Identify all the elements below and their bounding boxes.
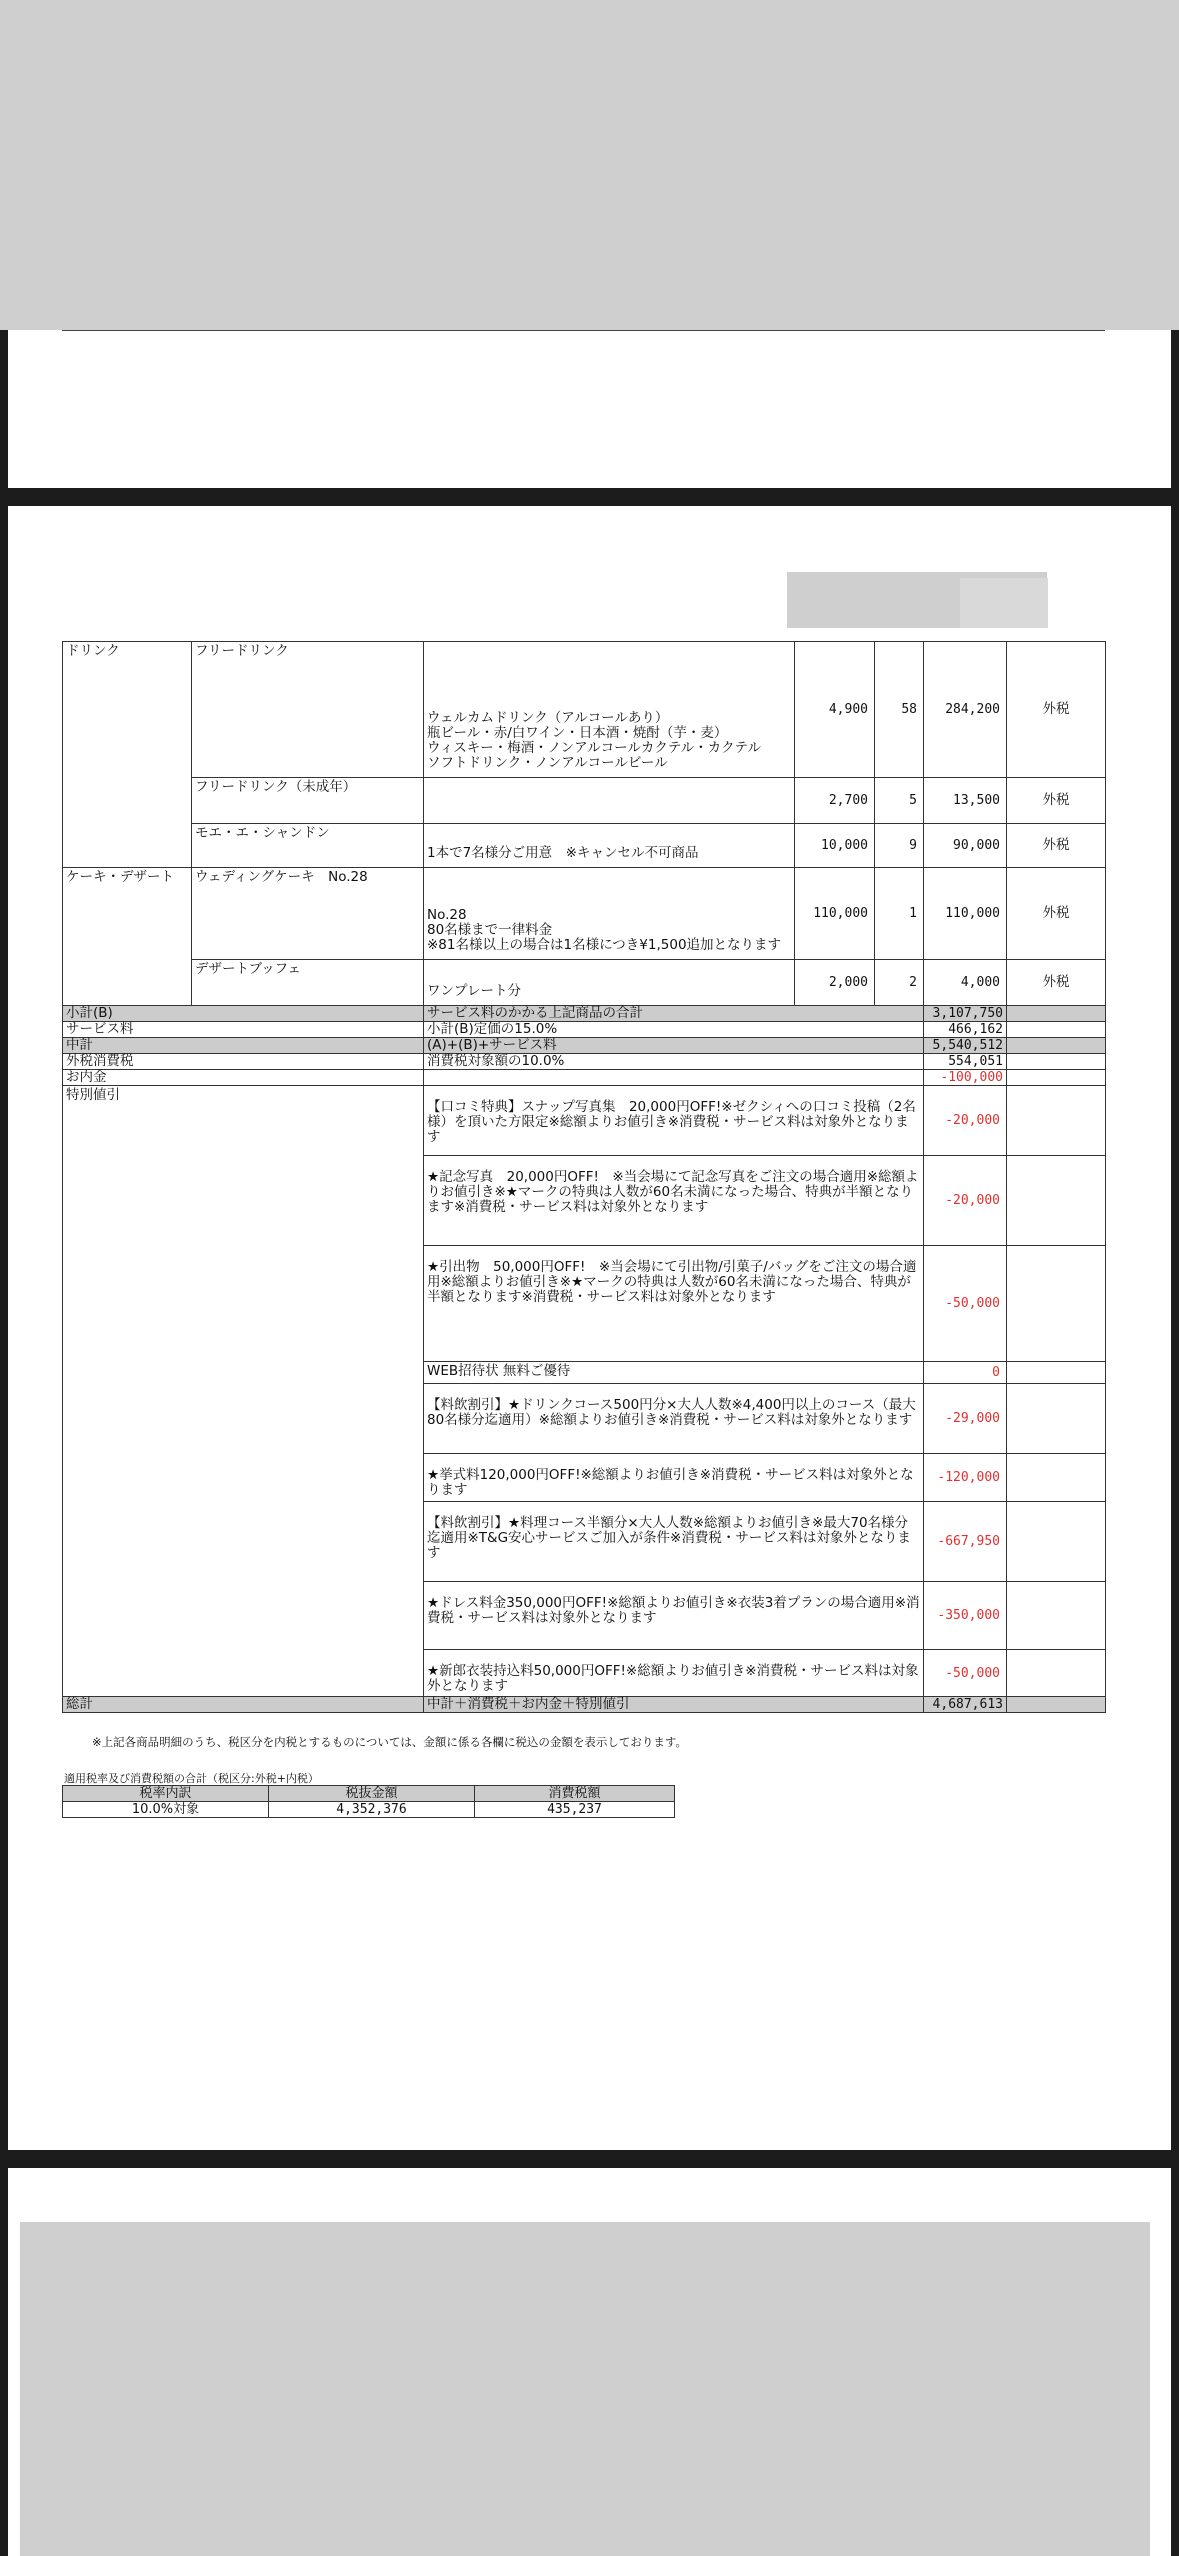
discount-label: 特別値引: [63, 1086, 424, 1697]
discount-amount: -350,000: [924, 1582, 1007, 1650]
total-blank: [1007, 1697, 1106, 1713]
summary-amount: 5,540,512: [924, 1038, 1007, 1054]
summary-blank: [1007, 1038, 1106, 1054]
item-amount: 90,000: [924, 824, 1007, 868]
discount-blank: [1007, 1384, 1106, 1454]
item-description-line: 1本で7名様分ご用意 ※キャンセル不可商品: [427, 845, 699, 861]
summary-label: サービス料: [63, 1022, 424, 1038]
tax-base-amount: 4,352,376: [269, 1802, 475, 1818]
summary-description: 消費税対象額の10.0%: [424, 1054, 924, 1070]
item-description-line: ウェルカムドリンク（アルコールあり）: [427, 710, 669, 726]
discount-description: 【口コミ特典】スナップ写真集 20,000円OFF!※ゼクシィへの口コミ投稿（2名様）を頂いた方限定※総額よりお値引き※消費税・サービス料は対象外となります: [424, 1086, 924, 1156]
summary-label: 小計(B): [63, 1006, 424, 1022]
table-bottom-border: [62, 330, 1105, 331]
summary-blank: [1007, 1006, 1106, 1022]
summary-row: [63, 1038, 1106, 1054]
summary-row: [63, 1070, 1106, 1086]
discount-amount: -20,000: [924, 1156, 1007, 1246]
summary-label: 外税消費税: [63, 1054, 424, 1070]
discount-blank: [1007, 1362, 1106, 1384]
discount-amount: -50,000: [924, 1650, 1007, 1697]
item-row: [63, 642, 1106, 778]
discount-description: 【料飲割引】★ドリンクコース500円分×大人人数※4,400円以上のコース（最大80名様分迄適用）※総額よりお値引き※消費税・サービス料は対象外となります: [424, 1384, 924, 1454]
item-description-line: 瓶ビール・赤/白ワイン・日本酒・焼酎（芋・麦）: [427, 725, 728, 741]
tax-amount: 435,237: [475, 1802, 675, 1818]
discount-blank: [1007, 1650, 1106, 1697]
item-quantity: 9: [875, 824, 924, 868]
estimate-table: [62, 641, 1106, 1713]
tax-header-tax: 消費税額: [475, 1786, 675, 1802]
discount-description: ★ドレス料金350,000円OFF!※総額よりお値引き※衣装3着プランの場合適用※消費税・サービス料は対象外となります: [424, 1582, 924, 1650]
total-label: 総計: [63, 1697, 424, 1713]
item-tax-type: 外税: [1007, 824, 1106, 868]
item-row: [63, 960, 1106, 1006]
item-description: [424, 960, 795, 1006]
item-name: デザートブッフェ: [192, 960, 424, 1006]
summary-amount: 466,162: [924, 1022, 1007, 1038]
summary-row: [63, 1006, 1106, 1022]
summary-blank: [1007, 1070, 1106, 1086]
tax-rate: 10.0%対象: [63, 1802, 269, 1818]
tax-header-rate: 税率内訳: [63, 1786, 269, 1802]
discount-row: [63, 1086, 1106, 1156]
summary-description: (A)+(B)+サービス料: [424, 1038, 924, 1054]
item-description-line: No.28: [427, 907, 467, 923]
item-name: フリードリンク（未成年）: [192, 778, 424, 824]
item-name: モエ・エ・シャンドン: [192, 824, 424, 868]
total-row: [63, 1697, 1106, 1713]
item-unit-price: 2,700: [795, 778, 875, 824]
item-amount: 4,000: [924, 960, 1007, 1006]
item-category: ドリンク: [63, 642, 192, 868]
discount-amount: -20,000: [924, 1086, 1007, 1156]
discount-amount: 0: [924, 1362, 1007, 1384]
discount-description: 【料飲割引】★料理コース半額分×大人人数※総額よりお値引き※最大70名様分迄適用※T&G安心サービスご加入が条件※消費税・サービス料は対象外となります: [424, 1502, 924, 1582]
item-description-line: ウィスキー・梅酒・ノンアルコールカクテル・カクテル: [427, 740, 761, 756]
item-description: [424, 642, 795, 778]
item-tax-type: 外税: [1007, 778, 1106, 824]
tax-header-row: [63, 1786, 675, 1802]
summary-description: サービス料のかかる上記商品の合計: [424, 1006, 924, 1022]
tax-caption: 適用税率及び消費税額の合計（税区分:外税+内税）: [64, 1772, 319, 1785]
summary-amount: 554,051: [924, 1054, 1007, 1070]
summary-description: 小計(B)定価の15.0%: [424, 1022, 924, 1038]
discount-description: WEB招待状 無料ご優待: [424, 1362, 924, 1384]
discount-amount: -29,000: [924, 1384, 1007, 1454]
discount-amount: -50,000: [924, 1246, 1007, 1362]
discount-description: ★挙式料120,000円OFF!※総額よりお値引き※消費税・サービス料は対象外となります: [424, 1454, 924, 1502]
item-amount: 13,500: [924, 778, 1007, 824]
item-unit-price: 110,000: [795, 868, 875, 960]
item-tax-type: 外税: [1007, 642, 1106, 778]
discount-amount: -667,950: [924, 1502, 1007, 1582]
discount-blank: [1007, 1246, 1106, 1362]
item-name: ウェディングケーキ No.28: [192, 868, 424, 960]
tax-note: ※上記各商品明細のうち、税区分を内税とするものについては、金額に係る各欄に税込の金額を表示しております。: [92, 1735, 687, 1749]
discount-blank: [1007, 1086, 1106, 1156]
item-amount: 110,000: [924, 868, 1007, 960]
item-unit-price: 10,000: [795, 824, 875, 868]
summary-blank: [1007, 1054, 1106, 1070]
redaction-block-stamp-2: [960, 578, 1048, 628]
discount-blank: [1007, 1582, 1106, 1650]
item-amount: 284,200: [924, 642, 1007, 778]
item-description: [424, 868, 795, 960]
discount-description: ★新郎衣装持込料50,000円OFF!※総額よりお値引き※消費税・サービス料は対象外となります: [424, 1650, 924, 1697]
item-tax-type: 外税: [1007, 868, 1106, 960]
item-unit-price: 4,900: [795, 642, 875, 778]
summary-blank: [1007, 1022, 1106, 1038]
item-quantity: 58: [875, 642, 924, 778]
item-row: [63, 868, 1106, 960]
discount-amount: -120,000: [924, 1454, 1007, 1502]
items-body: [63, 642, 1106, 1713]
discount-description: ★記念写真 20,000円OFF! ※当会場にて記念写真をご注文の場合適用※総額よりお値引き※★マークの特典は人数が60名未満になった場合、特典が半額となります※消費税・サービス料は対象外となります: [424, 1156, 924, 1246]
item-category: ケーキ・デザート: [63, 868, 192, 1006]
item-quantity: 5: [875, 778, 924, 824]
redaction-block-bottom: [20, 2222, 1150, 2556]
item-tax-type: 外税: [1007, 960, 1106, 1006]
item-quantity: 1: [875, 868, 924, 960]
discount-blank: [1007, 1156, 1106, 1246]
item-description: [424, 824, 795, 868]
summary-row: [63, 1054, 1106, 1070]
tax-summary-table: [62, 1785, 675, 1818]
discount-description: ★引出物 50,000円OFF! ※当会場にて引出物/引菓子/バッグをご注文の場合適用※総額よりお値引き※★マークの特典は人数が60名未満になった場合、特典が半額となります※消費税・サービス料は対象外となります: [424, 1246, 924, 1362]
summary-description: [424, 1070, 924, 1086]
item-row: [63, 824, 1106, 868]
discount-blank: [1007, 1454, 1106, 1502]
summary-row: [63, 1022, 1106, 1038]
item-description-line: ※81名様以上の場合は1名様につき¥1,500追加となります: [427, 937, 782, 953]
item-row: [63, 778, 1106, 824]
item-description: [424, 778, 795, 824]
item-description-line: ワンプレート分: [427, 983, 521, 999]
summary-label: 中計: [63, 1038, 424, 1054]
item-description-line: ソフトドリンク・ノンアルコールビール: [427, 755, 668, 771]
summary-amount: -100,000: [924, 1070, 1007, 1086]
redaction-block-top: [0, 0, 1179, 330]
summary-label: お内金: [63, 1070, 424, 1086]
total-amount: 4,687,613: [924, 1697, 1007, 1713]
item-unit-price: 2,000: [795, 960, 875, 1006]
tax-header-base: 税抜金額: [269, 1786, 475, 1802]
item-description-line: 80名様まで一律料金: [427, 922, 553, 938]
discount-blank: [1007, 1502, 1106, 1582]
item-name: フリードリンク: [192, 642, 424, 778]
tax-data-row: [63, 1802, 675, 1818]
item-quantity: 2: [875, 960, 924, 1006]
total-description: 中計＋消費税＋お内金＋特別値引: [424, 1697, 924, 1713]
summary-amount: 3,107,750: [924, 1006, 1007, 1022]
